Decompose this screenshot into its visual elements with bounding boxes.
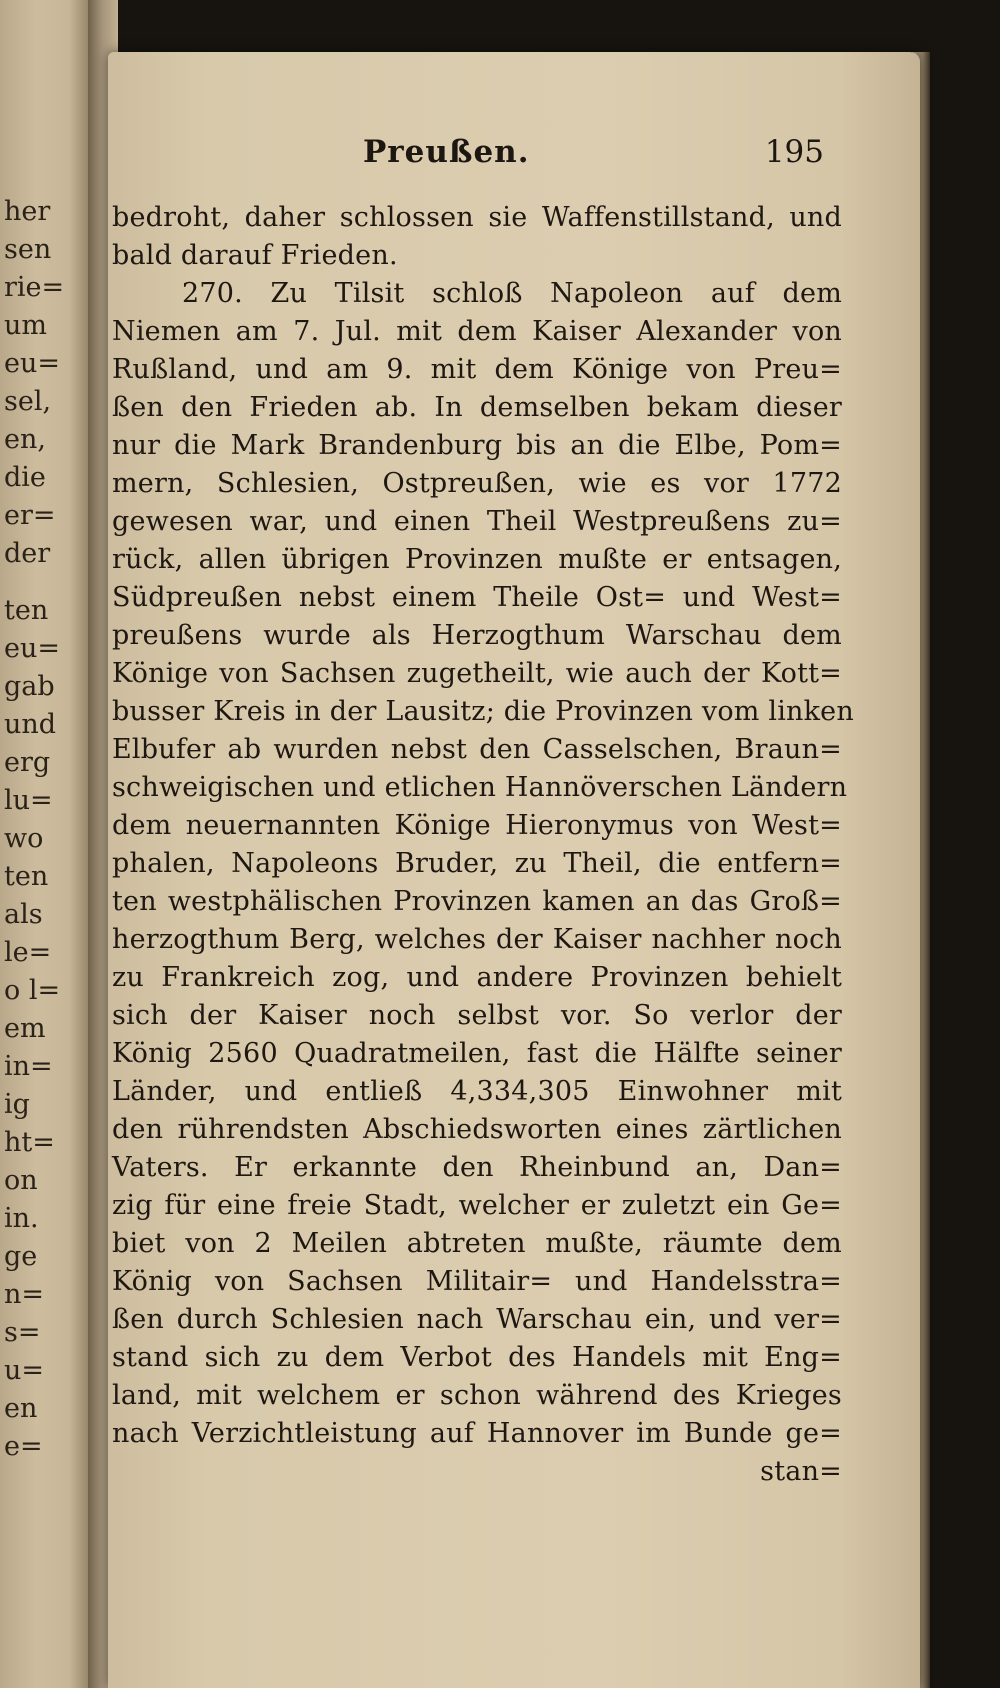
running-head: Preußen. [363,134,530,170]
text-line: herzogthum Berg, welches der Kaiser nachher noch [112,924,842,955]
text-line: preußens wurde als Herzogthum Warschau dem [112,620,842,651]
prev-page-fragment: und [4,709,57,740]
book-page [108,52,920,1688]
prev-page-fragment: eu= [4,633,60,664]
text-line: König 2560 Quadratmeilen, fast die Hälfte seiner [112,1038,842,1069]
prev-page-fragment: gab [4,671,55,702]
text-line: Länder, und entließ 4,334,305 Einwohner mit [112,1076,842,1107]
prev-page-fragment: en, [4,424,46,455]
prev-page-fragment: on [4,1165,38,1196]
prev-page-fragment: le= [4,937,52,968]
prev-page-fragment: lu= [4,785,53,816]
text-line: 270. Zu Tilsit schloß Napoleon auf dem [182,278,842,309]
text-line: Könige von Sachsen zugetheilt, wie auch der Kott= [112,658,842,689]
prev-page-fragment: wo [4,823,44,854]
text-line: schweigischen und etlichen Hannöverschen Ländern [112,772,848,803]
prev-page-fragment: e= [4,1431,43,1462]
prev-page-fragment: um [4,310,47,341]
prev-page-fragment: in= [4,1051,53,1082]
text-line: nur die Mark Brandenburg bis an die Elbe, Pom= [112,430,842,461]
prev-page-fragment: die [4,462,46,493]
text-line: phalen, Napoleons Bruder, zu Theil, die entfern= [112,848,842,879]
page-header [108,134,920,174]
text-line: den rührendsten Abschiedsworten eines zärtlichen [112,1114,842,1145]
prev-page-fragment: u= [4,1355,45,1386]
prev-page-fragment: sen [4,234,52,265]
text-line: ßen durch Schlesien nach Warschau ein, und ver= [112,1304,842,1335]
prev-page-fragment: s= [4,1317,41,1348]
prev-page-fragment: in. [4,1203,39,1234]
text-line: ßen den Frieden ab. In demselben bekam dieser [112,392,842,423]
prev-page-fragment: als [4,899,43,930]
text-line: zig für eine freie Stadt, welcher er zuletzt ein Ge= [112,1190,842,1221]
prev-page-fragment: en [4,1393,38,1424]
text-line: zu Frankreich zog, und andere Provinzen behielt [112,962,842,993]
text-line: mern, Schlesien, Ostpreußen, wie es vor 1772 [112,468,842,499]
previous-page-margin [0,0,92,1688]
catchword: stan= [760,1456,842,1487]
prev-page-fragment: sel, [4,386,52,417]
text-line: stand sich zu dem Verbot des Handels mit Eng= [112,1342,842,1373]
prev-page-fragment: er= [4,500,56,531]
prev-page-fragment: o l= [4,975,61,1006]
text-line: busser Kreis in der Lausitz; die Provinzen vom linken [112,696,854,727]
text-line: rück, allen übrigen Provinzen mußte er entsagen, [112,544,842,575]
prev-page-fragment: rie= [4,272,65,303]
text-line: Rußland, und am 9. mit dem Könige von Preu= [112,354,842,385]
prev-page-fragment: ten [4,861,49,892]
text-line: nach Verzichtleistung auf Hannover im Bunde ge= [112,1418,842,1449]
text-line: Niemen am 7. Jul. mit dem Kaiser Alexander von [112,316,842,347]
text-line: biet von 2 Meilen abtreten mußte, räumte dem [112,1228,842,1259]
text-line: land, mit welchem er schon während des Krieges [112,1380,842,1411]
prev-page-fragment: her [4,196,51,227]
text-line: Vaters. Er erkannte den Rheinbund an, Dan= [112,1152,842,1183]
prev-page-fragment: ten [4,595,49,626]
prev-page-fragment: eu= [4,348,60,379]
text-line: dem neuernannten Könige Hieronymus von West= [112,810,842,841]
prev-page-fragment: ig [4,1089,30,1120]
page-number: 195 [764,134,824,170]
text-line: Elbufer ab wurden nebst den Casselschen, Braun= [112,734,842,765]
text-line: gewesen war, und einen Theil Westpreußens zu= [112,506,842,537]
text-line: bald darauf Frieden. [112,240,398,271]
text-line: sich der Kaiser noch selbst vor. So verlor der [112,1000,842,1031]
text-line: Südpreußen nebst einem Theile Ost= und West= [112,582,842,613]
prev-page-fragment: n= [4,1279,45,1310]
prev-page-fragment: ht= [4,1127,55,1158]
prev-page-fragment: em [4,1013,46,1044]
prev-page-fragment: erg [4,747,51,778]
text-line: bedroht, daher schlossen sie Waffenstillstand, und [112,202,842,233]
prev-page-fragment: der [4,538,51,569]
prev-page-fragment: ge [4,1241,38,1272]
text-line: ten westphälischen Provinzen kamen an das Groß= [112,886,842,917]
text-line: König von Sachsen Militair= und Handelsstra= [112,1266,842,1297]
